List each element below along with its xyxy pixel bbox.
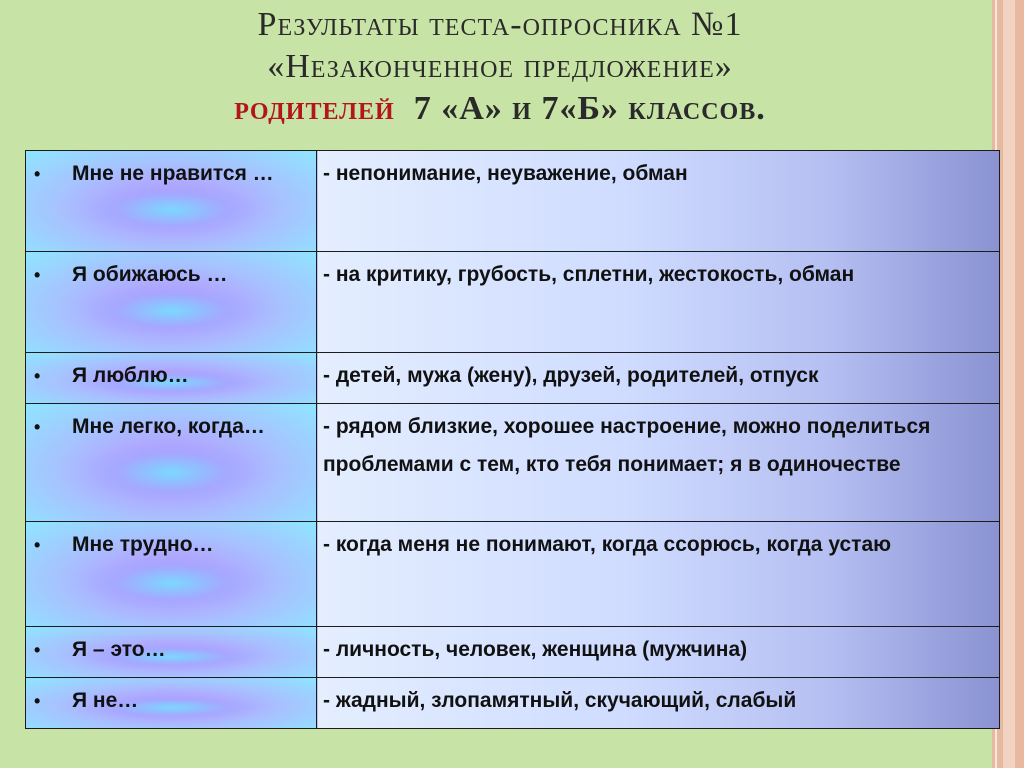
bullet: • — [34, 164, 41, 184]
prompt-text: Я не… — [72, 689, 139, 712]
prompt-cell — [26, 627, 317, 678]
bullet: • — [34, 366, 41, 386]
bullet: • — [34, 417, 41, 437]
bullet: • — [34, 640, 41, 660]
prompt-text: Я люблю… — [72, 364, 189, 387]
answer-text: - когда меня не понимают, когда ссорюсь, когда устаю — [323, 533, 892, 556]
table-row — [26, 678, 1000, 729]
answer-cell — [317, 353, 1000, 404]
bullet: • — [34, 265, 41, 285]
prompt-text: Я обижаюсь … — [72, 263, 228, 286]
title-accent: родителей — [234, 90, 395, 127]
prompt-cell — [26, 404, 317, 522]
table-row — [26, 353, 1000, 404]
answer-cell — [317, 627, 1000, 678]
answer-cell — [317, 404, 1000, 522]
prompt-text: Мне легко, когда… — [72, 415, 265, 438]
decorative-stripe-inner — [1003, 0, 1015, 768]
answer-text: - на критику, грубость, сплетни, жестокость, обман — [323, 263, 855, 286]
answer-text: - детей, мужа (жену), друзей, родителей, отпуск — [323, 364, 819, 387]
prompt-text: Мне не нравится … — [72, 162, 274, 185]
table-row — [26, 404, 1000, 522]
answer-text: - рядом близкие, хорошее настроение, можно поделиться проблемами с тем, кто тебя понимает; я в одиночестве — [323, 415, 931, 476]
results-table — [25, 150, 1000, 729]
answer-text: - непонимание, неуважение, обман — [323, 162, 688, 185]
title-line-3 — [60, 88, 940, 130]
answer-cell — [317, 252, 1000, 353]
title-line-2: «Незаконченное предложение» — [267, 48, 733, 85]
prompt-cell — [26, 678, 317, 729]
bullet: • — [34, 535, 41, 555]
answer-text: - жадный, злопамятный, скучающий, слабый — [323, 689, 797, 712]
prompt-text: Мне трудно… — [72, 533, 214, 556]
slide-title — [60, 4, 940, 130]
table-row — [26, 252, 1000, 353]
prompt-cell — [26, 353, 317, 404]
answer-cell — [317, 678, 1000, 729]
prompt-cell — [26, 151, 317, 252]
answer-cell — [317, 522, 1000, 627]
answer-cell — [317, 151, 1000, 252]
title-line-3-rest: 7 «А» и 7«Б» классов. — [413, 90, 766, 127]
prompt-cell — [26, 252, 317, 353]
prompt-text: Я – это… — [72, 638, 166, 661]
table-row — [26, 151, 1000, 252]
title-line-1: Результаты теста-опросника №1 — [257, 6, 743, 43]
bullet: • — [34, 691, 41, 711]
answer-text: - личность, человек, женщина (мужчина) — [323, 638, 748, 661]
table-row — [26, 627, 1000, 678]
table-row — [26, 522, 1000, 627]
prompt-cell — [26, 522, 317, 627]
